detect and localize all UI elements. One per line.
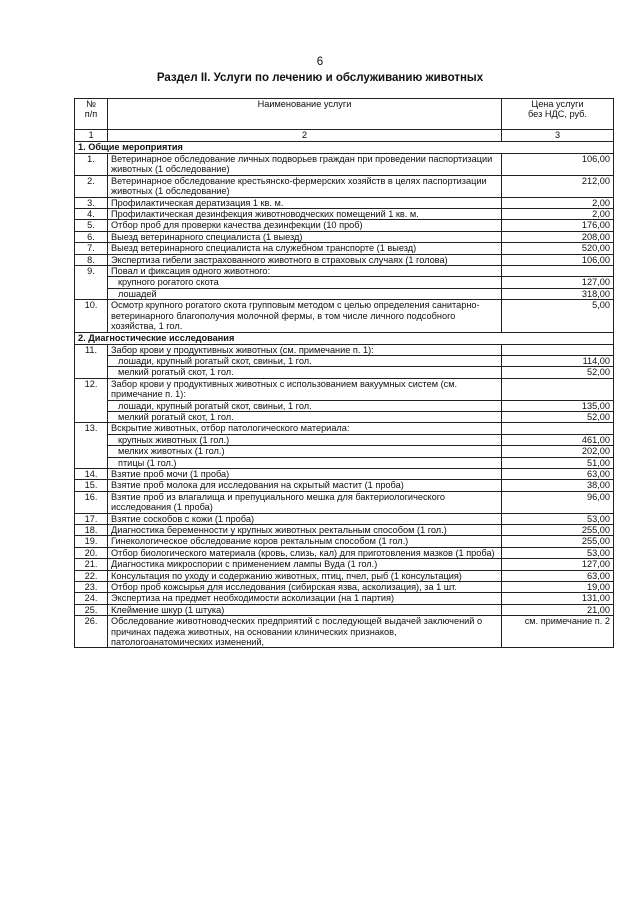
row-number: 11. [75,344,108,355]
row-number: 5. [75,220,108,231]
row-service-name: Экспертиза на предмет необходимости асколизации (на 1 партия) [108,593,502,604]
table-row [75,536,614,547]
row-number: 1. [75,154,108,176]
table-row [75,570,614,581]
page-number: 6 [316,56,324,68]
table-row [75,175,614,197]
row-price: 96,00 [502,491,614,513]
row-number [75,277,108,288]
table-row [75,367,614,378]
table-row [75,446,614,457]
table-row [75,434,614,445]
row-number: 13. [75,423,108,434]
row-price: 131,00 [502,593,614,604]
row-number: 15. [75,480,108,491]
section-row [75,332,614,344]
table-row [75,197,614,208]
col-index-3: 3 [502,130,614,142]
row-price: 52,00 [502,367,614,378]
row-price: 106,00 [502,154,614,176]
row-price: 127,00 [502,559,614,570]
row-number: 16. [75,491,108,513]
table-row [75,468,614,479]
row-service-name: лошади, крупный рогатый скот, свиньи, 1 гол. [108,400,502,411]
row-number [75,434,108,445]
row-price: 2,00 [502,197,614,208]
row-price: 202,00 [502,446,614,457]
row-service-name: Осмотр крупного рогатого скота групповым методом с целью определения санитарно-ветеринарного благополучия молочной фермы, в том числе личного подсобного хозяйства, 1 гол. [108,300,502,332]
section-heading: 1. Общие мероприятия [75,142,614,154]
table-row [75,491,614,513]
table-row [75,277,614,288]
table-row [75,547,614,558]
table-row [75,288,614,299]
row-service-name: Забор крови у продуктивных животных (см. примечание п. 1): [108,344,502,355]
row-price [502,266,614,277]
row-number: 7. [75,243,108,254]
row-service-name: Повал и фиксация одного животного: [108,266,502,277]
table-row [75,344,614,355]
row-number: 23. [75,582,108,593]
row-price: 212,00 [502,175,614,197]
row-price: 208,00 [502,231,614,242]
row-service-name: Профилактическая дезинфекция животноводческих помещений 1 кв. м. [108,209,502,220]
section-title: Раздел II. Услуги по лечению и обслуживанию животных [156,72,484,84]
row-price: 52,00 [502,411,614,422]
column-index-row [75,130,614,142]
row-number: 18. [75,525,108,536]
row-price: 19,00 [502,582,614,593]
row-service-name: Обследование животноводческих предприятий с последующей выдачей заключений о причинах падежа животных, на основании клинических признаков, патологоанатомических изменений, [108,616,502,648]
row-service-name: Взятие проб молока для исследования на скрытый мастит (1 проба) [108,480,502,491]
section-row [75,142,614,154]
table-row [75,616,614,648]
row-price [502,344,614,355]
row-service-name: Взятие проб мочи (1 проба) [108,468,502,479]
row-number: 22. [75,570,108,581]
row-service-name: Диагностика беременности у крупных животных ректальным способом (1 гол.) [108,525,502,536]
row-price: 63,00 [502,468,614,479]
table-row [75,231,614,242]
table-row [75,243,614,254]
row-service-name: мелкий рогатый скот, 1 гол. [108,367,502,378]
row-price: см. примечание п. 2 [502,616,614,648]
row-number: 20. [75,547,108,558]
row-service-name: Диагностика микроспории с применением лампы Вуда (1 гол.) [108,559,502,570]
row-service-name: Экспертиза гибели застрахованного животного в страховых случаях (1 голова) [108,254,502,265]
table-row [75,525,614,536]
table-row [75,513,614,524]
row-number: 8. [75,254,108,265]
row-price: 127,00 [502,277,614,288]
row-service-name: Забор крови у продуктивных животных с использованием вакуумных систем (см. примечание п. 1): [108,378,502,400]
table-row [75,423,614,434]
row-price: 135,00 [502,400,614,411]
row-price: 520,00 [502,243,614,254]
row-service-name: Отбор проб для проверки качества дезинфекции (10 проб) [108,220,502,231]
col-index-2: 2 [108,130,502,142]
row-service-name: мелкий рогатый скот, 1 гол. [108,411,502,422]
row-number [75,446,108,457]
row-number [75,355,108,366]
row-number: 4. [75,209,108,220]
row-number: 2. [75,175,108,197]
row-service-name: Клеймение шкур (1 штука) [108,604,502,615]
row-service-name: Консультация по уходу и содержанию животных, птиц, пчел, рыб (1 консультация) [108,570,502,581]
row-service-name: Выезд ветеринарного специалиста (1 выезд) [108,231,502,242]
table-row [75,266,614,277]
table-row [75,300,614,332]
row-service-name: Профилактическая дератизация 1 кв. м. [108,197,502,208]
row-number: 17. [75,513,108,524]
table-row [75,254,614,265]
row-price [502,423,614,434]
col-header-price: Цена услуги без НДС, руб. [502,99,614,130]
row-price: 38,00 [502,480,614,491]
row-service-name: Взятие проб из влагалища и препуциального мешка для бактериологического исследования (1 проба) [108,491,502,513]
row-service-name: лошади, крупный рогатый скот, свиньи, 1 гол. [108,355,502,366]
table-row [75,154,614,176]
row-price: 318,00 [502,288,614,299]
row-number: 3. [75,197,108,208]
row-number: 12. [75,378,108,400]
table-row [75,220,614,231]
col-header-number: № п/п [75,99,108,130]
table-row [75,209,614,220]
row-service-name: крупного рогатого скота [108,277,502,288]
col-index-1: 1 [75,130,108,142]
section-heading: 2. Диагностические исследования [75,332,614,344]
row-price: 21,00 [502,604,614,615]
row-price: 255,00 [502,536,614,547]
row-price: 106,00 [502,254,614,265]
row-service-name: Отбор биологического материала (кровь, слизь, кал) для приготовления мазков (1 проба) [108,547,502,558]
row-price: 114,00 [502,355,614,366]
row-number [75,457,108,468]
services-price-table [74,98,614,648]
row-number: 14. [75,468,108,479]
row-number: 19. [75,536,108,547]
row-service-name: мелких животных (1 гол.) [108,446,502,457]
row-number: 26. [75,616,108,648]
table-row [75,457,614,468]
table-row [75,559,614,570]
row-service-name: крупных животных (1 гол.) [108,434,502,445]
table-row [75,582,614,593]
row-service-name: Отбор проб кожсырья для исследования (сибирская язва, асколизация), за 1 шт. [108,582,502,593]
table-row [75,411,614,422]
row-service-name: лошадей [108,288,502,299]
row-service-name: Ветеринарное обследование крестьянско-фермерских хозяйств в целях паспортизации животных (1 обследование) [108,175,502,197]
row-price: 176,00 [502,220,614,231]
table-row [75,400,614,411]
row-number: 25. [75,604,108,615]
row-service-name: Взятие соскобов с кожи (1 проба) [108,513,502,524]
row-number [75,400,108,411]
row-service-name: Гинекологическое обследование коров ректальным способом (1 гол.) [108,536,502,547]
row-price: 53,00 [502,513,614,524]
col-header-service-name: Наименование услуги [108,99,502,130]
table-row [75,355,614,366]
row-price: 53,00 [502,547,614,558]
row-service-name: Вскрытие животных, отбор патологического материала: [108,423,502,434]
row-number: 9. [75,266,108,277]
row-price: 63,00 [502,570,614,581]
row-service-name: птицы (1 гол.) [108,457,502,468]
table-row [75,604,614,615]
row-price: 51,00 [502,457,614,468]
row-price: 5,00 [502,300,614,332]
row-price [502,378,614,400]
row-number [75,411,108,422]
row-number: 10. [75,300,108,332]
row-price: 461,00 [502,434,614,445]
row-number: 21. [75,559,108,570]
row-number: 24. [75,593,108,604]
table-row [75,378,614,400]
table-row [75,480,614,491]
table-header-row [75,99,614,130]
row-service-name: Ветеринарное обследование личных подворьев граждан при проведении паспортизации животных (1 обследование) [108,154,502,176]
row-service-name: Выезд ветеринарного специалиста на служебном транспорте (1 выезд) [108,243,502,254]
table-row [75,593,614,604]
row-number [75,288,108,299]
row-number: 6. [75,231,108,242]
row-price: 2,00 [502,209,614,220]
row-number [75,367,108,378]
row-price: 255,00 [502,525,614,536]
